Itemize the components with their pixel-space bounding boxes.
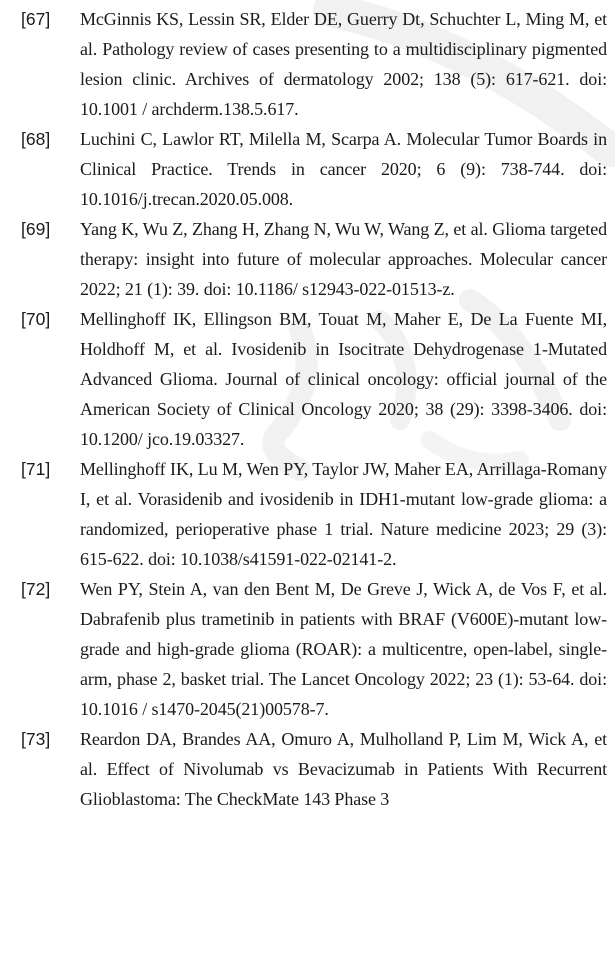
reference-item-70 [0, 304, 615, 454]
reference-item-68 [0, 124, 615, 214]
reference-number: [70] [21, 309, 51, 329]
reference-text: Mellinghoff IK, Lu M, Wen PY, Taylor JW, Maher EA, Arrillaga-Romany I, et al. Vorasidenib and ivosidenib in IDH1-mutant low-grade glioma: a randomized, perioperative phase 1 trial. Nature medicine 2023; 29 (3): 615-622. doi: 10.1038/s41591-022-02141-2. [80, 459, 607, 569]
reference-item-67 [0, 0, 615, 124]
reference-text: Yang K, Wu Z, Zhang H, Zhang N, Wu W, Wang Z, et al. Glioma targeted therapy: insight into future of molecular approaches. Molecular cancer 2022; 21 (1): 39. doi: 10.1186/ s12943-022-01513-z. [80, 219, 607, 299]
reference-number: [72] [21, 579, 51, 599]
reference-text: Wen PY, Stein A, van den Bent M, De Greve J, Wick A, de Vos F, et al. Dabrafenib plus trametinib in patients with BRAF (V600E)-mutant low-grade and high-grade glioma (ROAR): a multicentre, open-label, single-arm, phase 2, basket trial. The Lancet Oncology 2022; 23 (1): 53-64. doi: 10.1016 / s1470-2045(21)00578-7. [80, 579, 607, 719]
reference-number: [68] [21, 129, 51, 149]
reference-text: Reardon DA, Brandes AA, Omuro A, Mulholland P, Lim M, Wick A, et al. Effect of Nivolumab vs Bevacizumab in Patients With Recurrent Glioblastoma: The CheckMate 143 Phase 3 [80, 729, 607, 809]
reference-text: McGinnis KS, Lessin SR, Elder DE, Guerry Dt, Schuchter L, Ming M, et al. Pathology review of cases presenting to a multidisciplinary pigmented lesion clinic. Archives of dermatology 2002; 138 (5): 617-621. doi: 10.1001 / archderm.138.5.617. [80, 9, 607, 119]
reference-number: [69] [21, 219, 51, 239]
reference-text: Mellinghoff IK, Ellingson BM, Touat M, Maher E, De La Fuente MI, Holdhoff M, et al. Ivosidenib in Isocitrate Dehydrogenase 1-Mutated Advanced Glioma. Journal of clinical oncology: official journal of the American Society of Clinical Oncology 2020; 38 (29): 3398-3406. doi: 10.1200/ jco.19.03327. [80, 309, 607, 449]
reference-number: [67] [21, 9, 51, 29]
reference-number: [71] [21, 459, 51, 479]
reference-text: Luchini C, Lawlor RT, Milella M, Scarpa A. Molecular Tumor Boards in Clinical Practice. Trends in cancer 2020; 6 (9): 738-744. doi: 10.1016/j.trecan.2020.05.008. [80, 129, 607, 209]
reference-item-72 [0, 574, 615, 724]
reference-item-73 [0, 724, 615, 814]
reference-item-71 [0, 454, 615, 574]
reference-item-69 [0, 214, 615, 304]
reference-number: [73] [21, 729, 51, 749]
